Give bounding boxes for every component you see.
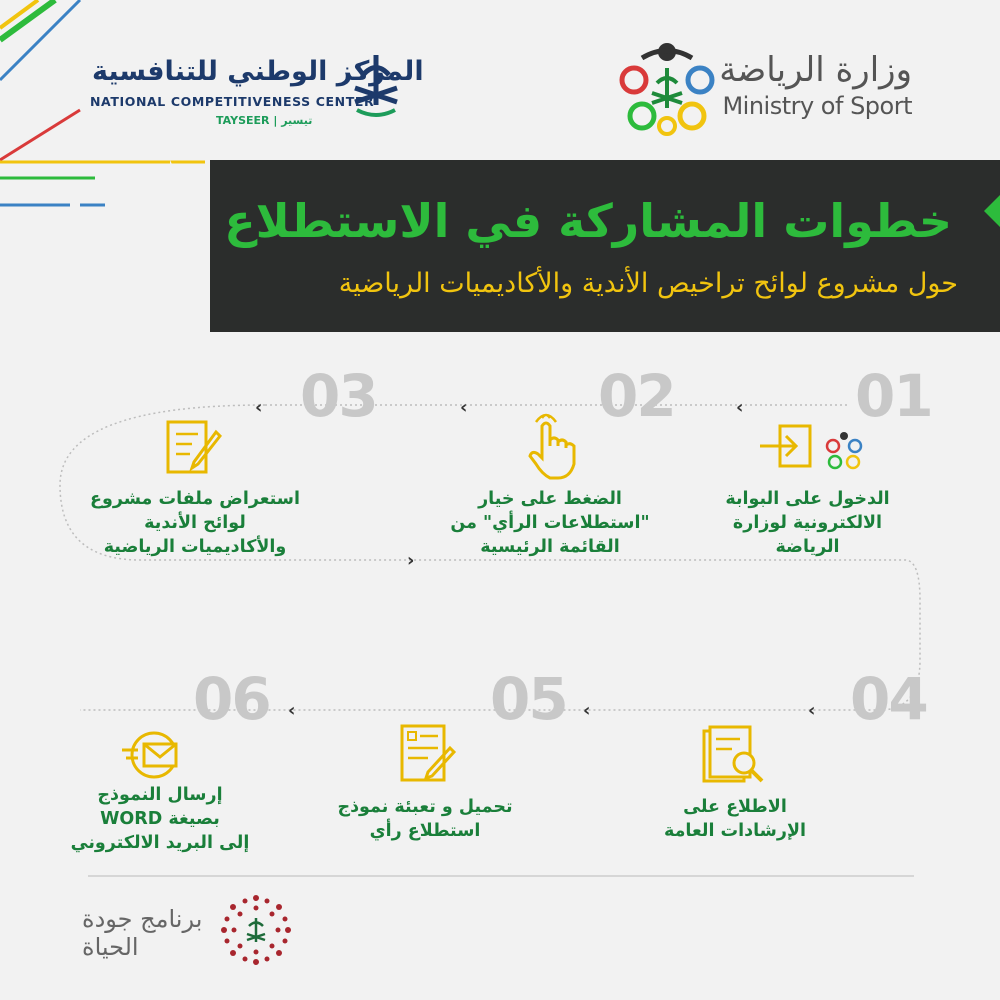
document-edit-icon [162, 418, 226, 476]
step-number-05: 05 [490, 665, 567, 733]
step-number-06: 06 [193, 665, 270, 733]
ministry-name-en: Ministry of Sport [722, 92, 912, 120]
step-number-04: 04 [850, 665, 927, 733]
chevron-left-icon: ‹ [736, 397, 744, 418]
step-number-03: 03 [300, 362, 377, 430]
chevron-left-icon: ‹ [460, 397, 468, 418]
step-text-04: الاطلاع على الإرشادات العامة [663, 797, 806, 841]
footer-divider [88, 875, 914, 877]
ministry-small-emblem-icon [823, 430, 865, 470]
chevron-left-icon: ‹ [288, 700, 296, 721]
quality-of-life-line1: برنامج جودة [82, 905, 203, 933]
send-mail-icon [118, 730, 184, 780]
ncc-tayseer: TAYSEER | تيسير [216, 114, 313, 127]
login-icon [758, 422, 818, 472]
step-text-02: الضغط على خيار "استطلاعات الرأي" من القائمة الرئيسية [450, 489, 650, 557]
quality-of-life-line2: الحياة [82, 933, 139, 961]
step-text-03: استعراض ملفات مشروع لوائح الأندية والأكاديميات الرياضية [90, 489, 300, 557]
chevron-left-icon: ‹ [583, 700, 591, 721]
document-search-icon [700, 725, 766, 785]
tap-hand-icon [524, 412, 580, 480]
step-text-05: تحميل و تعبئة نموذج استطلاع رأي [337, 797, 513, 841]
ncc-name-ar: المركز الوطني للتنافسية [92, 56, 424, 87]
chevron-right-icon: › [407, 550, 415, 571]
step-text-01: الدخول على البوابة الالكترونية لوزارة الرياضة [725, 489, 890, 557]
ncc-name-en: NATIONAL COMPETITIVENESS CENTER [90, 94, 375, 109]
chevron-left-icon: ‹ [808, 700, 816, 721]
ministry-name-ar: وزارة الرياضة [719, 50, 912, 90]
step-number-02: 02 [598, 362, 675, 430]
step-number-01: 01 [855, 362, 932, 430]
chevron-left-icon: ‹ [255, 397, 263, 418]
page-title: خطوات المشاركة في الاستطلاع [224, 194, 952, 248]
quality-of-life-emblem-icon [218, 892, 294, 968]
page-subtitle: حول مشروع لوائح تراخيص الأندية والأكاديميات الرياضية [338, 268, 958, 299]
form-fill-icon [398, 722, 458, 784]
step-text-06: إرسال النموذج بصيغة WORD إلى البريد الالكتروني [70, 785, 250, 853]
